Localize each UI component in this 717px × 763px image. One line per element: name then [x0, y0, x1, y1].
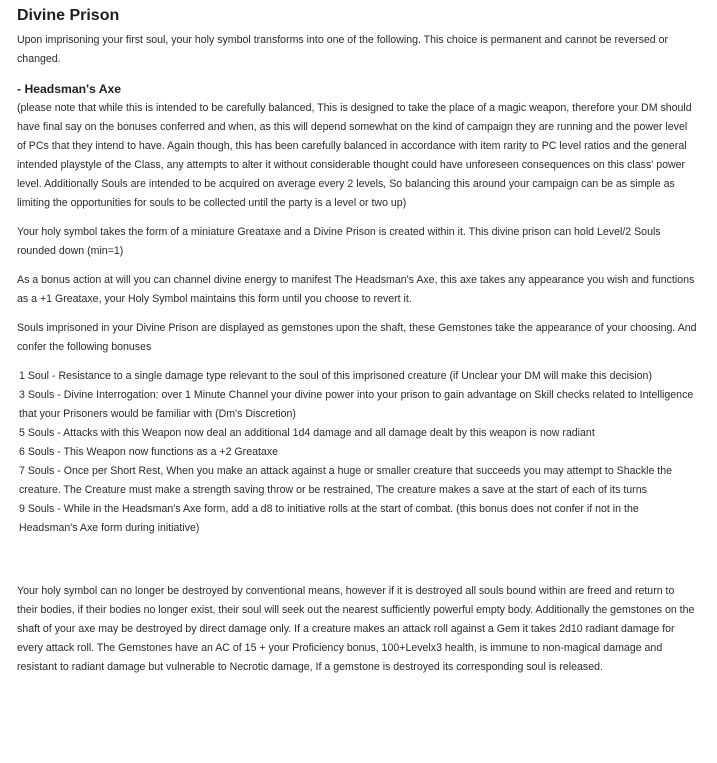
section-heading: - Headsman's Axe	[17, 82, 122, 96]
soul-bonus-1: 1 Soul - Resistance to a single damage type relevant to the soul of this imprisoned creature (if Unclear your DM will make this decision)	[19, 370, 652, 382]
holy-symbol-paragraph: Your holy symbol takes the form of a miniature Greataxe and a Divine Prison is created within it. This divine prison can hold Level/2 Souls rounded down (min=1)	[17, 226, 661, 257]
balance-note: (please note that while this is intended to be carefully balanced, This is designed to take the place of a magic weapon, therefore your DM should have final say on the bonuses conferred and when, as this will depend somewhat on the kind of campaign they are running and the power level of PCs that they intend to have. Again though, this has been carefully balanced in accordance with item rarity to PC level ratios and the general intended playstyle of the Class, any attempts to alter it without considerable thought could have unforeseen consequences on this class' power level. Additionally Souls are intended to be acquired on average every 2 levels, So balancing this around your campaign can be as simple as limiting the opportunities for souls to be collected until the party is a level or two up)	[17, 102, 692, 209]
bonus-action-paragraph: As a bonus action at will you can channel divine energy to manifest The Headsman's Axe, this axe takes any appearance you wish and functions as a +1 Greataxe, your Holy Symbol maintains this form until you choose to revert it.	[17, 274, 695, 305]
souls-paragraph: Souls imprisoned in your Divine Prison are displayed as gemstones upon the shaft, these Gemstones take the appearance of your choosing. And confer the following bonuses	[17, 322, 697, 353]
soul-bonus-9: 9 Souls - While in the Headsman's Axe form, add a d8 to initiative rolls at the start of combat. (this bonus does not confer if not in the Headsman's Axe form during initiative)	[19, 503, 639, 534]
soul-bonus-6: 6 Souls - This Weapon now functions as a +2 Greataxe	[19, 446, 279, 458]
soul-bonus-5: 5 Souls - Attacks with this Weapon now deal an additional 1d4 damage and all damage dealt by this weapon is now radiant	[19, 427, 595, 439]
intro-paragraph: Upon imprisoning your first soul, your holy symbol transforms into one of the following. This choice is permanent and cannot be reversed or changed.	[17, 34, 669, 65]
soul-bonus-7: 7 Souls - Once per Short Rest, When you make an attack against a huge or smaller creature that succeeds you may attempt to Shackle the creature. The Creature must make a strength saving throw or be restrained, The creature makes a save at the start of each of its turns	[19, 465, 673, 496]
page-title: Divine Prison	[17, 7, 120, 24]
closing-paragraph: Your holy symbol can no longer be destroyed by conventional means, however if it is destroyed all souls bound within are freed and return to their bodies, if their bodies no longer exist, their soul will seek out the nearest sufficiently powerful empty body. Additionally the gemstones on the shaft of your axe may be destroyed by direct damage only. If a creature makes an attack roll against a Gem it takes 2d10 radiant damage for every attack roll. The Gemstones have an AC of 15 + your Proficiency bonus, 100+Levelx3 health, is immune to non-magical damage and resistant to radiant damage but vulnerable to Necrotic damage, If a gemstone is destroyed its corresponding soul is released.	[17, 585, 695, 673]
soul-bonus-list	[17, 367, 697, 538]
soul-bonus-3: 3 Souls - Divine Interrogation: over 1 Minute Channel your divine power into your prison to gain advantage on Skill checks related to Intelligence that your Prisoners would be familiar with (Dm's Discretion)	[19, 389, 694, 420]
